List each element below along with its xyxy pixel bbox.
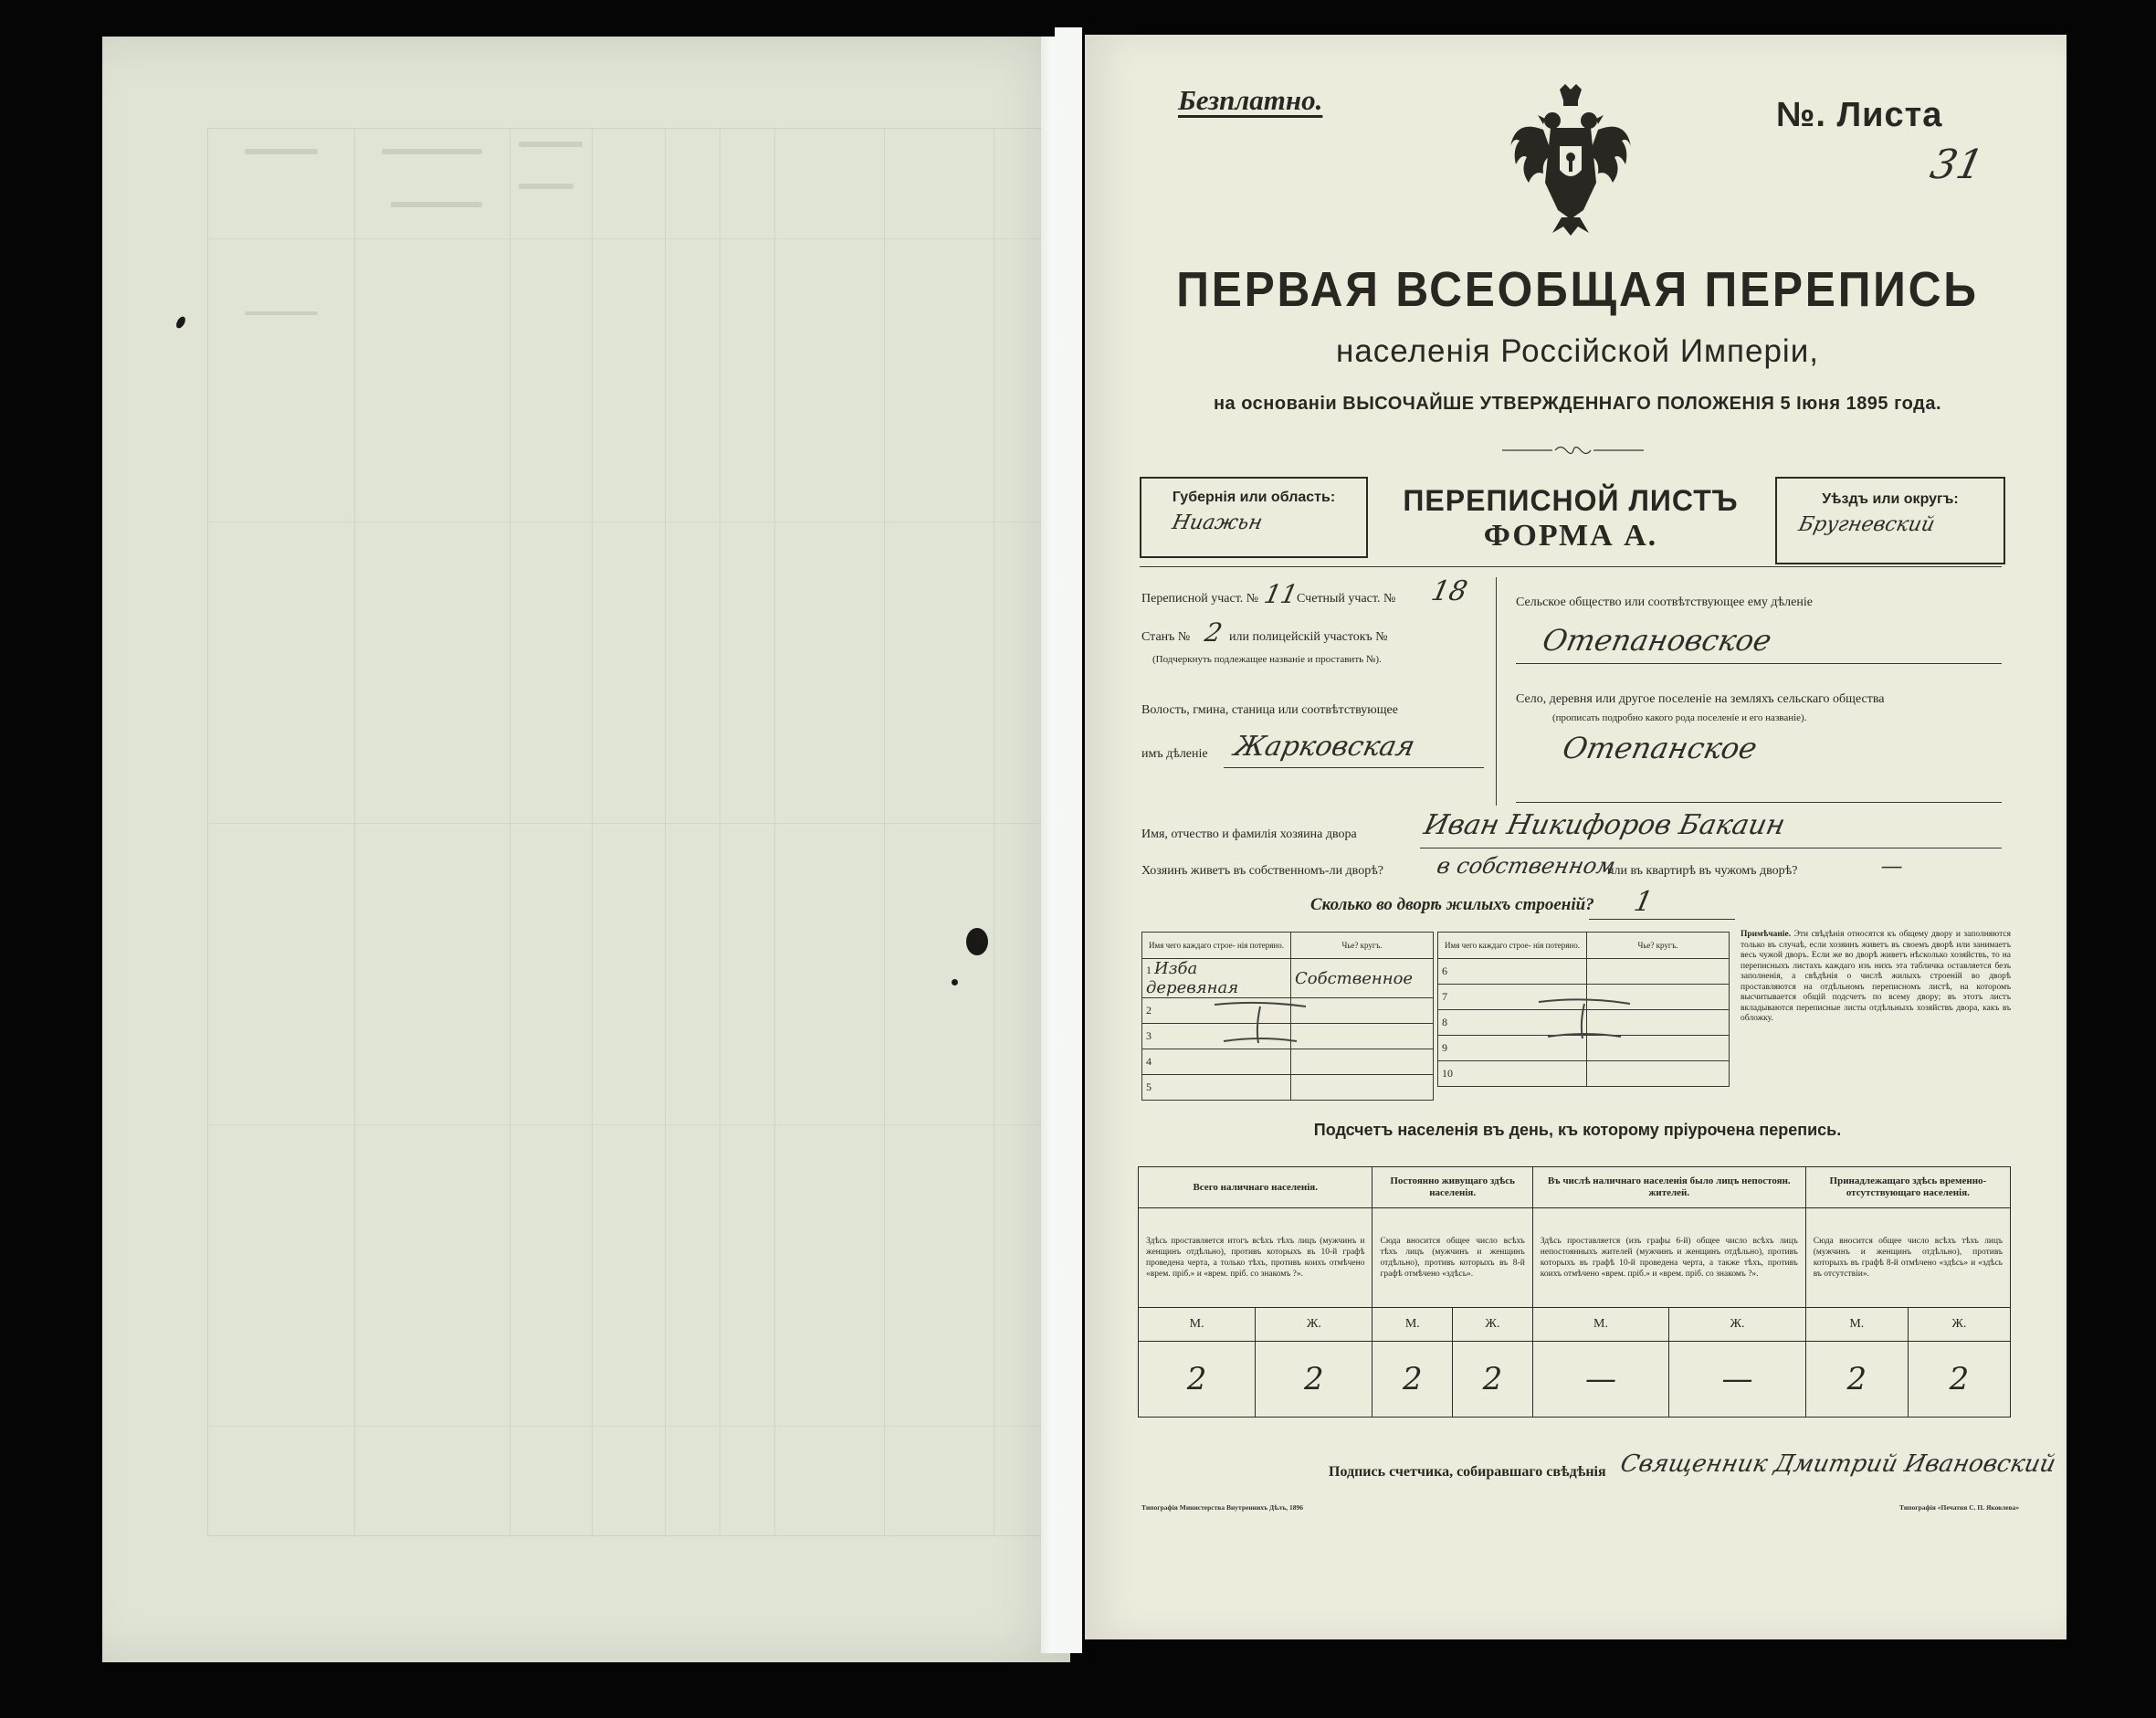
tally-male-value: 2 [1139,1342,1256,1418]
ghost-text [391,202,482,207]
male-label: М. [1372,1308,1453,1342]
village-value: Отепанское [1559,731,1761,765]
society-value: Отепановское [1539,623,1775,658]
tally-female-value: 2 [1453,1342,1533,1418]
tally-male-value: 2 [1805,1342,1908,1418]
tally-female-value: 2 [1256,1342,1372,1418]
ghost-column [884,129,885,1535]
ghost-text [519,184,573,189]
rule [1224,767,1484,768]
rule [1589,919,1735,920]
buildings-col-name: Имя чего каждаго строе- нія потеряно. [1142,933,1291,959]
tally-description: Сюда вносится общее число всѣхъ тѣхъ лицъ (мужчинъ и женщинъ отдѣльно), противъ которыхъ въ 8-й графѣ отмѣчено «здѣсь». [1372,1208,1532,1308]
ghost-text [382,149,482,154]
buildings-count-label: Сколько во дворѣ жилыхъ строеній? [1310,895,1594,914]
census-title: ПЕРВАЯ ВСЕОБЩАЯ ПЕРЕПИСЬ [1176,262,1979,317]
tally-header: Постоянно живущаго здѣсь населенія. [1372,1167,1532,1208]
gratis-label: Безплатно. [1178,84,1323,116]
census-district-value: 11 [1261,579,1301,609]
sheet-number-value: 31 [1926,142,1988,188]
owner-lives-value: в собственном [1435,853,1618,879]
row-number: 2 [1142,998,1291,1024]
row-number: 3 [1142,1024,1291,1049]
ghost-column [774,129,775,1535]
book-spine-edge [1055,27,1082,1653]
form-subtitle: ФОРМА А. [1483,519,1658,553]
ink-blot [952,979,958,985]
gubernia-label: Губернія или область: [1172,490,1336,505]
imprint-left: Типографія Министерства Внутреннихъ Дѣлъ, 1896 [1141,1503,1304,1512]
row-number: 4 [1142,1049,1291,1075]
ghost-row [208,823,1057,824]
row-number: 5 [1142,1075,1291,1101]
table-row [1438,1061,1730,1087]
rule [1140,566,2002,567]
rule [1496,577,1497,806]
buildings-col-whose: Чье? кругъ. [1587,933,1730,959]
owner-lives-label: Хозяинъ живетъ въ собственномъ-ли дворѣ? [1141,864,1384,878]
ink-blot [966,928,988,955]
ghost-text [245,311,318,315]
male-label: М. [1532,1308,1668,1342]
tally-male-value: — [1532,1342,1668,1418]
note-title: Примѣчаніе. [1741,930,1792,939]
ornament-divider [1502,444,1644,457]
village-label: Село, деревня или другое поселеніе на земляхъ сельскаго общества [1516,692,1885,706]
buildings-count-value: 1 [1631,886,1656,918]
uezd-box [1775,477,2005,564]
table-row [1142,959,1434,998]
tally-header: Принадлежащаго здѣсь временно-отсутствующаго населенія. [1805,1167,2010,1208]
tally-description: Здѣсь проставляется (изъ графы 6-й) общее число всѣхъ лицъ непостоянныхъ жителей (мужчинъ и женщинъ отдѣльно), противъ которыхъ въ графѣ 10-й проведена черта, а также тѣхъ, противъ коихъ отмѣчено «врем. пріб.» и «врем. пріб. со знакомъ ?». [1532,1208,1805,1308]
owner-lives-value-2: — [1878,853,1906,879]
bleed-through-table [207,128,1058,1536]
male-label: М. [1805,1308,1908,1342]
buildings-col-whose: Чье? кругъ. [1291,933,1434,959]
form-title: ПЕРЕПИСНОЙ ЛИСТЪ [1403,484,1739,517]
female-label: Ж. [1453,1308,1533,1342]
row-number: 9 [1438,1036,1587,1061]
tally-female-value: 2 [1908,1342,2010,1418]
ghost-column [354,129,355,1535]
male-label: М. [1139,1308,1256,1342]
strike-mark [1205,996,1315,1050]
note-block [1741,930,2011,1025]
rule [1516,802,2002,803]
tally-female-value: — [1669,1342,1806,1418]
female-label: Ж. [1256,1308,1372,1342]
gubernia-value: Ниажьн [1170,511,1265,534]
uezd-label: Уѣздъ или округъ: [1822,491,1959,507]
building-owner: Собственное [1295,968,1414,988]
rule [1516,663,2002,664]
row-number: 1 [1146,964,1152,976]
row-number: 7 [1438,985,1587,1010]
volost-label: Волость, гмина, станица или соотвѣтствующее [1141,703,1398,717]
female-label: Ж. [1669,1308,1806,1342]
note-text: Эти свѣдѣнія относятся къ общему двору и заполняются только въ случаѣ, если хозяинъ живетъ въ своемъ дворѣ или занимаетъ весь чужой дворъ. Если же во дворѣ живетъ нѣсколько хозяйствъ, то на переписныхъ листахъ каждаго изъ нихъ эта табличка оставляется безъ заполненія, а свѣдѣнія о числѣ жилыхъ строеній во дворѣ проставляются на отдѣльномъ переписномъ листѣ, на которомъ высчитывается общій подсчетъ по всему двору; въ этотъ листъ вкладываются переписные листы отдѣльныхъ хозяйствъ двора, какъ въ обложку. [1741,930,2012,1023]
volost-label-2: имъ дѣленіе [1141,747,1208,761]
owner-lives-label-2: или въ квартирѣ въ чужомъ дворѣ? [1607,864,1798,878]
table-row [1142,1075,1434,1101]
table-row [1142,1049,1434,1075]
imprint-right: Типографія «Печатня С. П. Яковлева» [1899,1503,2020,1512]
stan-label: Станъ № [1141,630,1191,644]
signature-value: Священник Дмитрий Ивановский [1617,1450,2058,1478]
ghost-text [519,142,583,147]
tally-header: Въ числѣ наличнаго населенія было лицъ непостоян. жителей. [1532,1167,1805,1208]
tally-male-value: 2 [1372,1342,1453,1418]
female-label: Ж. [1908,1308,2010,1342]
ghost-column [665,129,666,1535]
owner-name-label: Имя, отчество и фамилія хозяина двора [1141,827,1357,841]
strike-mark [1530,991,1639,1046]
ghost-column [592,129,593,1535]
tally-header: Всего наличнаго населенія. [1139,1167,1372,1208]
table-row [1438,959,1730,985]
tally-description: Здѣсь проставляется итогъ всѣхъ тѣхъ лицъ (мужчинъ и женщинъ отдѣльно), противъ которыхъ въ 10-й графѣ проведена черта, а только тѣхъ, противъ коихъ отмѣчено «врем. пріб.» и «врем. пріб. со знакомъ ?». [1139,1208,1372,1308]
tally-title: Подсчетъ населенія въ день, къ которому пріурочена перепись. [1313,1121,1842,1139]
stan-value: 2 [1202,617,1225,648]
signature-label: Подпись счетчика, собиравшаго свѣдѣнія [1329,1464,1606,1480]
imperial-eagle-icon [1507,82,1635,237]
stan-label-2: или полицейскій участокъ № [1229,630,1388,644]
legal-basis: на основаніи ВЫСОЧАЙШЕ УТВЕРЖДЕННАГО ПОЛОЖЕНІЯ 5 Іюня 1895 года. [1213,394,1942,414]
count-district-label: Счетный участ. № [1297,592,1396,606]
census-subtitle: населенія Россійской Имперіи, [1336,333,1819,369]
society-label: Сельское общество или соотвѣтствующее ему дѣленіе [1516,596,1813,609]
ghost-text [245,149,318,154]
stan-note: (Подчеркнуть подлежащее названіе и проставить №). [1152,654,1382,665]
tally-table [1138,1166,2011,1418]
left-page [102,37,1070,1662]
row-number: 6 [1438,959,1587,985]
row-number: 10 [1438,1061,1587,1087]
count-district-value: 18 [1428,575,1470,607]
ghost-row [208,1426,1057,1427]
sheet-number-label: №. Листа [1776,96,1943,134]
building-name: Изба деревяная [1146,959,1239,997]
village-note: (прописать подробно какого рода поселеніе и его названіе). [1552,712,1807,723]
gubernia-box [1140,477,1368,558]
census-district-label: Переписной участ. № [1141,592,1259,606]
row-number: 8 [1438,1010,1587,1036]
uezd-value: Бругневский [1796,513,1937,536]
volost-value: Жарковская [1231,731,1418,763]
ghost-row [208,1124,1057,1125]
tally-description: Сюда вносится общее число всѣхъ тѣхъ лицъ (мужчинъ и женщинъ отдѣльно), противъ которыхъ въ графѣ 8-й отмѣчено «здѣсь» и «здѣсь въ отсутствіи». [1805,1208,2010,1308]
ghost-row [208,238,1057,239]
buildings-col-name: Имя чего каждаго строе- нія потеряно. [1438,933,1587,959]
owner-name-value: Иван Никифоров Бакаин [1421,809,1788,841]
